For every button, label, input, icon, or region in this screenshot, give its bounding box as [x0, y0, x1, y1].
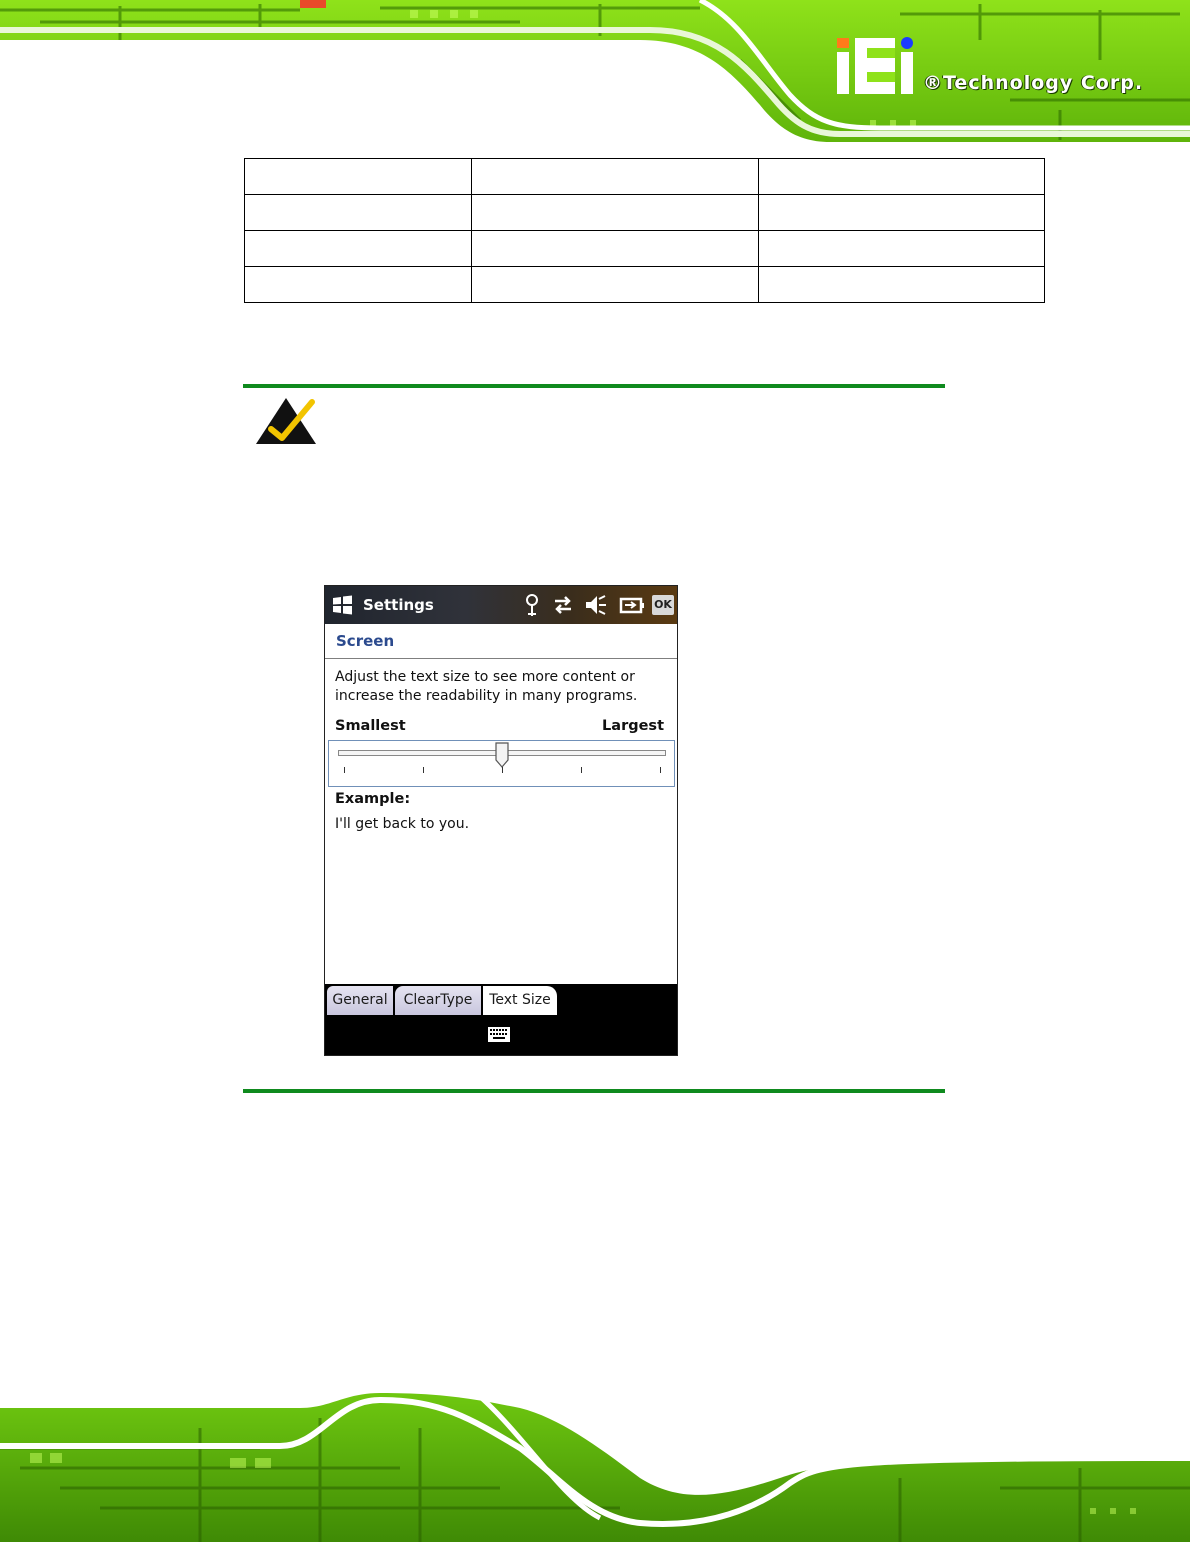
slider-tick [581, 767, 582, 773]
data-table [244, 158, 1045, 303]
tab-bar [325, 984, 677, 1016]
table-cell [759, 231, 1045, 267]
table-row [245, 159, 1045, 195]
antenna-icon[interactable] [523, 593, 541, 617]
table-cell [245, 267, 472, 303]
table-cell [759, 195, 1045, 231]
slider-tick [423, 767, 424, 773]
page-header-banner [0, 0, 1190, 142]
title-bar [325, 586, 677, 624]
example-label: Example: [335, 791, 411, 807]
ok-button[interactable]: OK [652, 595, 674, 615]
description-text: Adjust the text size to see more content or increase the readability in many programs. [335, 669, 638, 704]
table-cell [245, 159, 472, 195]
brand-block [835, 36, 1155, 106]
device-screenshot [325, 586, 677, 1055]
table-cell [472, 159, 759, 195]
table-cell [245, 231, 472, 267]
table-cell [472, 231, 759, 267]
slider-max-label: Largest [602, 718, 664, 734]
example-text: I'll get back to you. [335, 816, 470, 832]
slider-tick [660, 767, 661, 773]
window-title: Settings [363, 596, 434, 614]
soft-key-bar [325, 1016, 677, 1055]
table-row [245, 231, 1045, 267]
note-bottom-rule [243, 1089, 945, 1093]
slider-min-label: Smallest [335, 718, 406, 734]
slider-tick [502, 767, 503, 773]
page-footer-banner [0, 1388, 1190, 1542]
note-top-rule [243, 384, 945, 388]
tab-general[interactable]: General [327, 986, 393, 1015]
keyboard-icon[interactable] [487, 1026, 511, 1043]
windows-start-icon[interactable] [331, 595, 353, 615]
speaker-muted-icon[interactable] [583, 593, 607, 617]
battery-icon[interactable] [619, 593, 645, 617]
iei-logo [835, 36, 921, 96]
slider-thumb[interactable] [495, 742, 509, 768]
table-cell [472, 195, 759, 231]
table-cell [472, 267, 759, 303]
text-size-slider[interactable] [328, 740, 675, 787]
note-check-icon [254, 396, 318, 446]
screen-header [325, 624, 677, 659]
tab-text-size[interactable]: Text Size [483, 986, 557, 1015]
sync-arrows-icon[interactable] [551, 593, 575, 617]
circuit-board-footer-art [0, 1388, 1190, 1542]
tab-cleartype[interactable]: ClearType [395, 986, 481, 1015]
table-row [245, 267, 1045, 303]
table-row [245, 195, 1045, 231]
screen-title: Screen [336, 632, 395, 650]
table-cell [759, 267, 1045, 303]
table-cell [245, 195, 472, 231]
table-cell [759, 159, 1045, 195]
brand-name: ®Technology Corp. [923, 72, 1144, 94]
slider-tick [344, 767, 345, 773]
